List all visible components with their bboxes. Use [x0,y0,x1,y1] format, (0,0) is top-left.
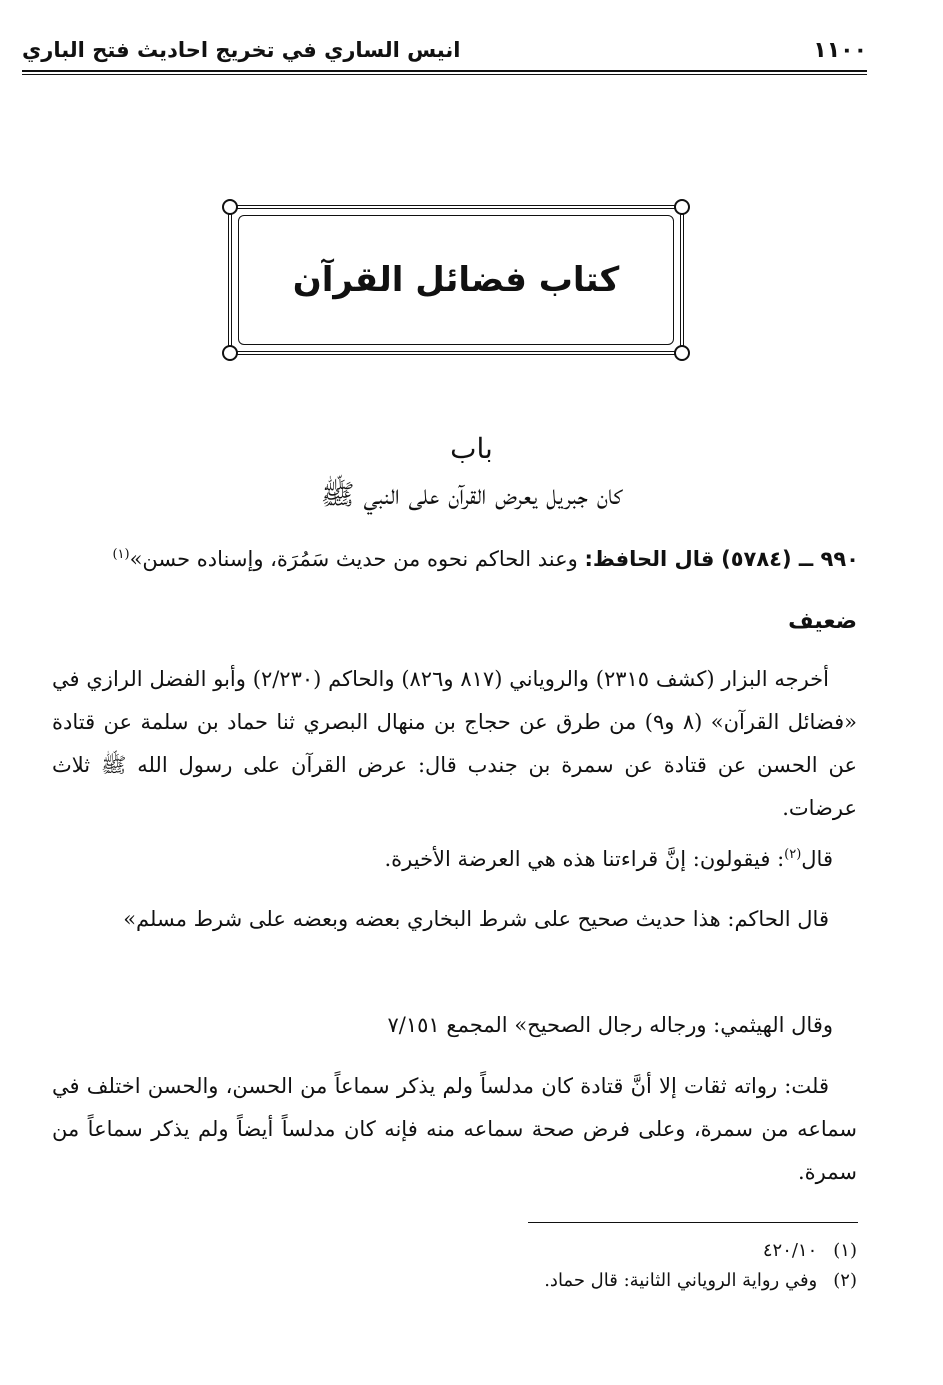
book-title: كتاب فضائل القرآن [292,260,620,300]
footnote-2 [544,1270,857,1291]
p2-text: : فيقولون: إنَّ قراءتنا هذه هي العرضة الأخيرة. [384,847,785,871]
footnote-ref: (٢) [784,847,802,862]
chapter-title: كان جبريل يعرض القرآن على النبي ﷺ [320,478,623,511]
hadith-number: ٩٩٠ ــ (٥٧٨٤) [721,547,859,571]
frame-corner-ornament [674,345,690,361]
running-header [22,32,867,68]
paragraph-qultu: قلت: رواته ثقات إلا أنَّ قتادة كان مدلساً ولم يذكر سماعاً من الحسن، والحسن اختلف في سماعه من سمرة، وعلى فرض صحة سماعه منه فإنه كان مدلساً أيضاً ولم يذكر سماعاً من سمرة. [52,1074,857,1184]
chapter-label: باب [450,432,493,465]
header-rule-thin [22,74,867,75]
hadith-grade: ضعيف [788,609,857,634]
hadith-speaker: قال الحافظ: [584,547,715,571]
hadith-text: وعند الحاكم نحوه من حديث سَمُرَة، وإسناده حسن» [129,547,578,571]
footnote-label: (٢) [833,1270,857,1291]
p2-prefix: قال [801,847,833,871]
paragraph-haythami: وقال الهيثمي: ورجاله رجال الصحيح» المجمع ٧/١٥١ [387,1013,833,1037]
footnote-text: ٤٢٠/١٠ [762,1240,818,1261]
page-number: ١١٠٠ [813,37,867,63]
paragraph-hakim: قال الحاكم: هذا حديث صحيح على شرط البخاري بعضه وبعضه على شرط مسلم» [123,907,829,931]
footnote-ref: (١) [112,547,130,562]
header-rule [22,70,867,72]
frame-corner-ornament [674,199,690,215]
paragraph-qala [28,838,833,881]
footnote-1 [763,1240,857,1261]
footnote-text: وفي رواية الروياني الثانية: قال حماد. [544,1270,818,1291]
title-frame [228,205,684,355]
footnote-rule [528,1222,858,1223]
frame-corner-ornament [222,199,238,215]
running-title: انيس الساري في تخريج احاديث فتح الباري [22,38,461,62]
frame-corner-ornament [222,345,238,361]
title-frame-inner [238,215,674,345]
hadith-entry [54,538,859,581]
footnote-label: (١) [833,1240,857,1261]
paragraph-takhrij: أخرجه البزار (كشف ٢٣١٥) والروياني (٨١٧ و٨٢٦) والحاكم (٢/٢٣٠) وأبو الفضل الرازي في «فضائل القرآن» (٨ و٩) من طرق عن حجاج بن منهال البصري ثنا حماد بن سلمة عن قتادة عن الحسن عن قتادة عن سمرة بن جندب قال: عرض القرآن على رسول الله ﷺ ثلاث عرضات. [52,667,857,820]
